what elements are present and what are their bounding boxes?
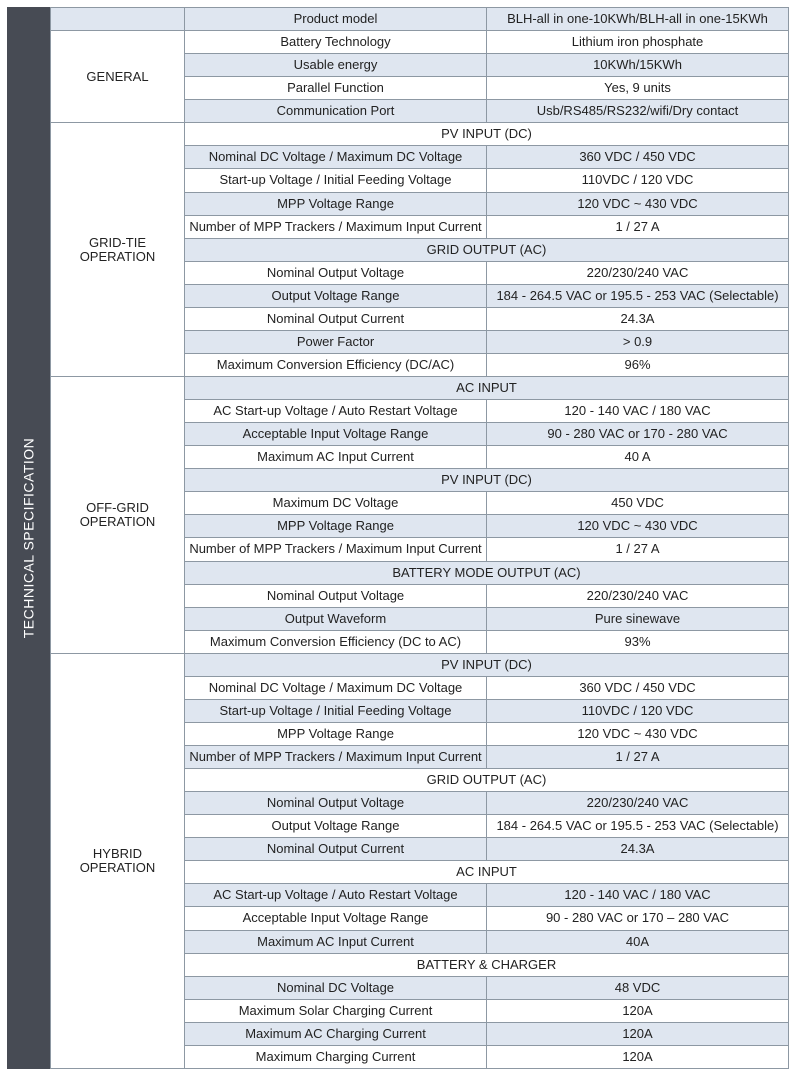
- row-value: 90 - 280 VAC or 170 – 280 VAC: [487, 907, 789, 930]
- row-value: 48 VDC: [487, 976, 789, 999]
- row-value: 24.3A: [487, 307, 789, 330]
- category-label-line1: HYBRID: [92, 845, 143, 861]
- row-value: 184 - 264.5 VAC or 195.5 - 253 VAC (Selectable): [487, 284, 789, 307]
- row-value: 10KWh/15KWh: [487, 54, 789, 77]
- row-value: 93%: [487, 630, 789, 653]
- row-label: Start-up Voltage / Initial Feeding Voltage: [185, 169, 487, 192]
- row-value: 220/230/240 VAC: [487, 792, 789, 815]
- row-label: MPP Voltage Range: [185, 515, 487, 538]
- section-title: GRID OUTPUT (AC): [185, 769, 789, 792]
- sidebar: [7, 7, 50, 1069]
- category-off-grid: [51, 377, 185, 654]
- row-value: 220/230/240 VAC: [487, 261, 789, 284]
- row-value: 96%: [487, 353, 789, 376]
- category-label-line2: OPERATION: [79, 859, 156, 875]
- row-label: Usable energy: [185, 54, 487, 77]
- sidebar-title: [7, 7, 50, 1069]
- category-label: GENERAL: [86, 68, 149, 84]
- row-value: BLH-all in one-10KWh/BLH-all in one-15KWh: [487, 8, 789, 31]
- spec-table: [50, 7, 789, 1069]
- row-value: 110VDC / 120 VDC: [487, 699, 789, 722]
- section-title: AC INPUT: [185, 377, 789, 400]
- row-label: Maximum Conversion Efficiency (DC/AC): [185, 353, 487, 376]
- row-value: 450 VDC: [487, 492, 789, 515]
- row-value: 120A: [487, 1045, 789, 1068]
- row-label: Battery Technology: [185, 31, 487, 54]
- row-value: 360 VDC / 450 VDC: [487, 676, 789, 699]
- row-label: Communication Port: [185, 100, 487, 123]
- row-label: Parallel Function: [185, 77, 487, 100]
- row-label: Maximum DC Voltage: [185, 492, 487, 515]
- row-label: Nominal Output Current: [185, 838, 487, 861]
- category-label-line1: OFF-GRID: [86, 499, 149, 515]
- category-hybrid: [51, 653, 185, 1068]
- row-label: Maximum AC Input Current: [185, 930, 487, 953]
- section-title: BATTERY MODE OUTPUT (AC): [185, 561, 789, 584]
- row-label: Maximum AC Charging Current: [185, 1022, 487, 1045]
- row-value: Usb/RS485/RS232/wifi/Dry contact: [487, 100, 789, 123]
- table-row: [51, 31, 789, 54]
- product-model-row: [51, 8, 789, 31]
- row-label: MPP Voltage Range: [185, 722, 487, 745]
- row-value: 1 / 27 A: [487, 746, 789, 769]
- row-label: Nominal Output Voltage: [185, 261, 487, 284]
- category-label-line1: GRID-TIE: [88, 234, 147, 250]
- row-value: 120 VDC ~ 430 VDC: [487, 722, 789, 745]
- row-label: Number of MPP Trackers / Maximum Input Current: [185, 215, 487, 238]
- row-label: Output Voltage Range: [185, 815, 487, 838]
- row-label: Product model: [185, 8, 487, 31]
- row-value: 1 / 27 A: [487, 215, 789, 238]
- section-header-row: [51, 123, 789, 146]
- row-label: Nominal DC Voltage: [185, 976, 487, 999]
- row-label: Start-up Voltage / Initial Feeding Voltage: [185, 699, 487, 722]
- section-header-row: [51, 653, 789, 676]
- row-value: 120A: [487, 999, 789, 1022]
- row-value: 110VDC / 120 VDC: [487, 169, 789, 192]
- row-value: Lithium iron phosphate: [487, 31, 789, 54]
- category-label-line2: OPERATION: [79, 248, 156, 264]
- row-value: 120 VDC ~ 430 VDC: [487, 192, 789, 215]
- section-title: PV INPUT (DC): [185, 123, 789, 146]
- section-title: PV INPUT (DC): [185, 469, 789, 492]
- section-title: BATTERY & CHARGER: [185, 953, 789, 976]
- row-value: Yes, 9 units: [487, 77, 789, 100]
- row-value: 120 - 140 VAC / 180 VAC: [487, 400, 789, 423]
- row-label: MPP Voltage Range: [185, 192, 487, 215]
- row-label: Acceptable Input Voltage Range: [185, 423, 487, 446]
- row-value: 220/230/240 VAC: [487, 584, 789, 607]
- category-grid-tie: [51, 123, 185, 377]
- row-value: 24.3A: [487, 838, 789, 861]
- header-blank-cell: [51, 8, 185, 31]
- row-value: 40 A: [487, 446, 789, 469]
- row-label: Nominal Output Voltage: [185, 584, 487, 607]
- row-label: AC Start-up Voltage / Auto Restart Voltage: [185, 400, 487, 423]
- category-label: [80, 847, 156, 875]
- row-label: Output Voltage Range: [185, 284, 487, 307]
- section-title: AC INPUT: [185, 861, 789, 884]
- category-label: [80, 236, 156, 264]
- row-value: 360 VDC / 450 VDC: [487, 146, 789, 169]
- row-label: Number of MPP Trackers / Maximum Input Current: [185, 746, 487, 769]
- sidebar-title-text: TECHNICAL SPECIFICATION: [20, 437, 37, 639]
- row-label: Output Waveform: [185, 607, 487, 630]
- row-value: 90 - 280 VAC or 170 - 280 VAC: [487, 423, 789, 446]
- row-label: Acceptable Input Voltage Range: [185, 907, 487, 930]
- row-value: Pure sinewave: [487, 607, 789, 630]
- section-title: GRID OUTPUT (AC): [185, 238, 789, 261]
- section-header-row: [51, 377, 789, 400]
- row-value: 184 - 264.5 VAC or 195.5 - 253 VAC (Selectable): [487, 815, 789, 838]
- row-value: 1 / 27 A: [487, 538, 789, 561]
- row-value: 120 - 140 VAC / 180 VAC: [487, 884, 789, 907]
- row-label: Power Factor: [185, 330, 487, 353]
- row-label: Maximum Charging Current: [185, 1045, 487, 1068]
- row-value: 120A: [487, 1022, 789, 1045]
- category-general: [51, 31, 185, 123]
- row-label: Nominal DC Voltage / Maximum DC Voltage: [185, 676, 487, 699]
- row-value: > 0.9: [487, 330, 789, 353]
- row-label: Maximum Conversion Efficiency (DC to AC): [185, 630, 487, 653]
- row-label: Nominal Output Current: [185, 307, 487, 330]
- row-label: Number of MPP Trackers / Maximum Input Current: [185, 538, 487, 561]
- row-label: Maximum AC Input Current: [185, 446, 487, 469]
- row-value: 40A: [487, 930, 789, 953]
- category-label: [80, 501, 156, 529]
- category-label-line2: OPERATION: [79, 513, 156, 529]
- row-label: Nominal DC Voltage / Maximum DC Voltage: [185, 146, 487, 169]
- row-label: Maximum Solar Charging Current: [185, 999, 487, 1022]
- row-label: AC Start-up Voltage / Auto Restart Voltage: [185, 884, 487, 907]
- section-title: PV INPUT (DC): [185, 653, 789, 676]
- row-label: Nominal Output Voltage: [185, 792, 487, 815]
- row-value: 120 VDC ~ 430 VDC: [487, 515, 789, 538]
